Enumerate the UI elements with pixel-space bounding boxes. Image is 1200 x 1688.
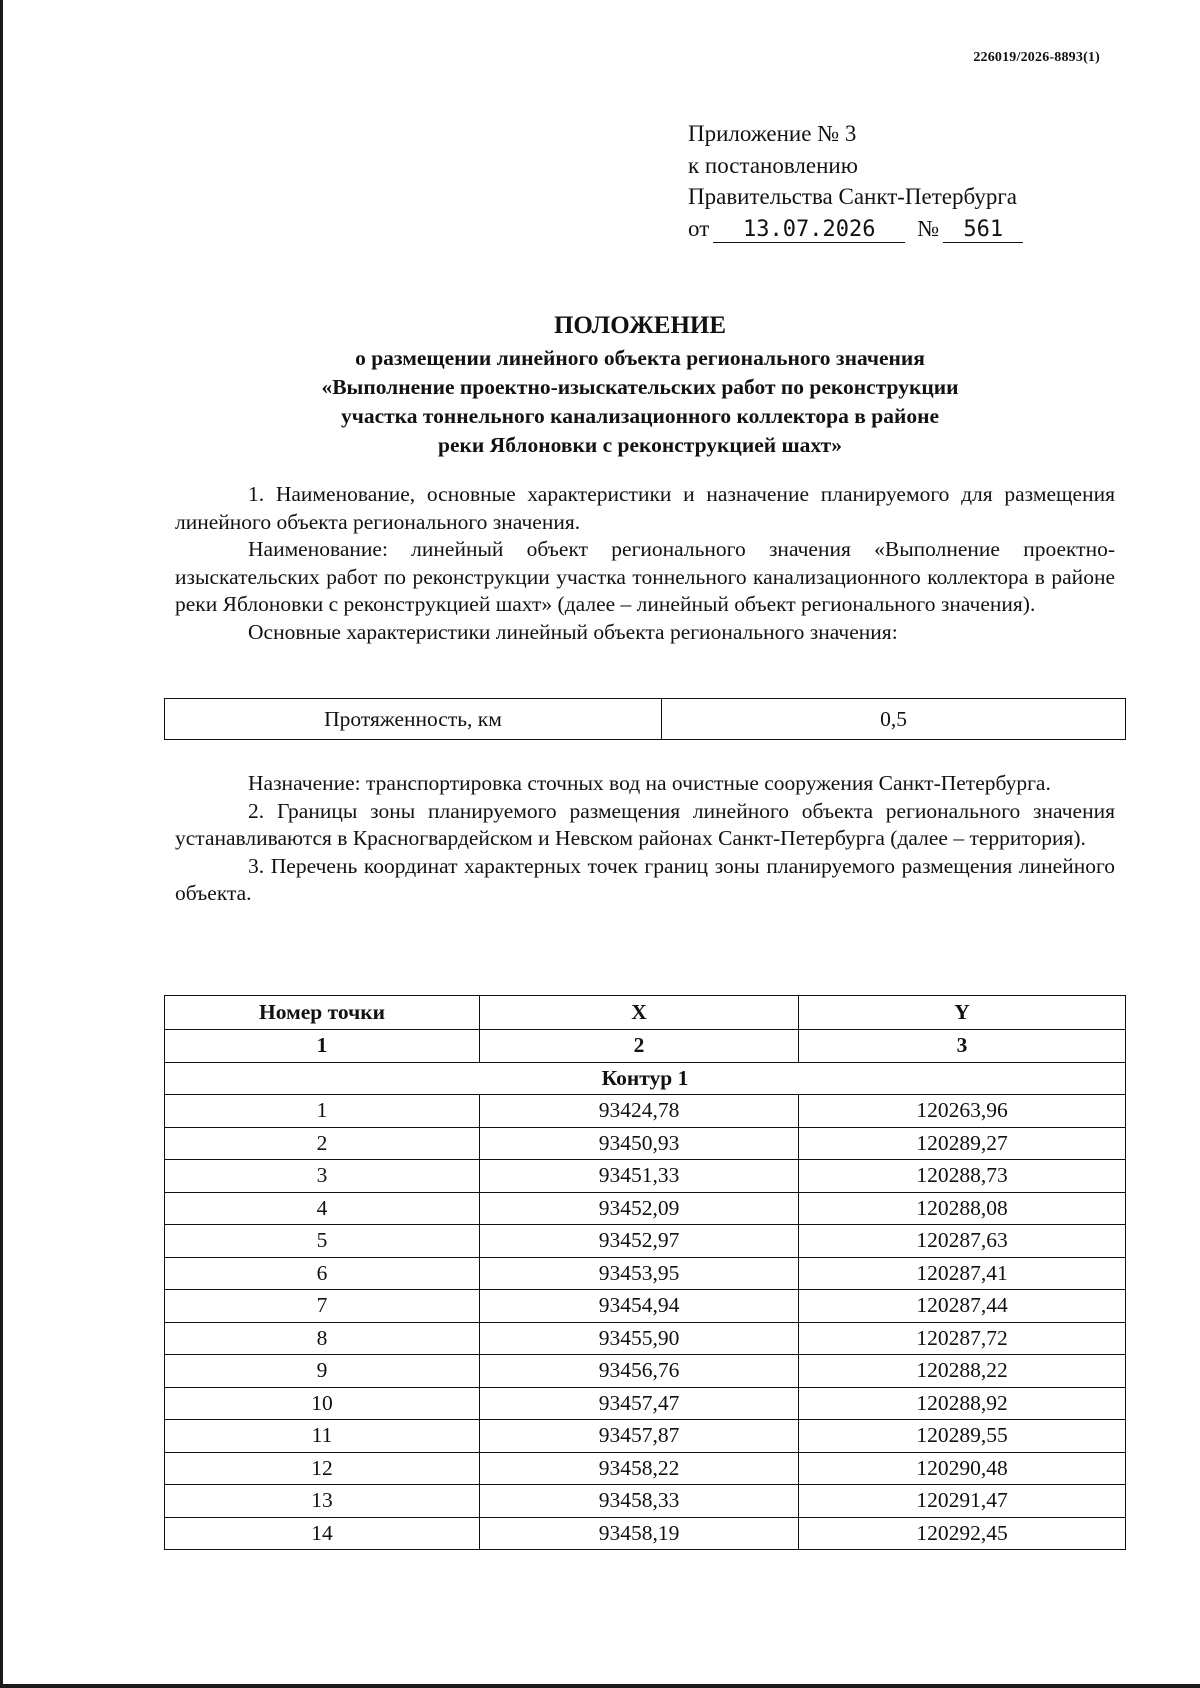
number-prefix: № (917, 215, 940, 241)
title-sub-line: о размещении линейного объекта регионального значения (355, 346, 925, 370)
header-y: Y (799, 996, 1126, 1030)
table-row (165, 1387, 1126, 1420)
appendix-line-1: Приложение № 3 (688, 121, 857, 146)
document-title (160, 308, 1120, 460)
y-coordinate-cell: 120288,73 (799, 1160, 1126, 1193)
characteristics-intro: Основные характеристики линейный объекта регионального значения: (248, 619, 898, 644)
table-row (165, 1290, 1126, 1323)
point-number-cell: 3 (165, 1160, 480, 1193)
table-row (165, 1517, 1126, 1550)
x-coordinate-cell: 93452,09 (480, 1192, 799, 1225)
point-number-cell: 11 (165, 1420, 480, 1453)
scan-edge-left (0, 0, 3, 1688)
point-number-cell: 10 (165, 1387, 480, 1420)
x-coordinate-cell: 93458,33 (480, 1485, 799, 1518)
table-row (165, 1452, 1126, 1485)
table-row (165, 1485, 1126, 1518)
header-point-number: Номер точки (165, 996, 480, 1030)
table-row (165, 1257, 1126, 1290)
x-coordinate-cell: 93450,93 (480, 1127, 799, 1160)
table-row (165, 1420, 1126, 1453)
table-row (165, 699, 1126, 740)
x-coordinate-cell: 93454,94 (480, 1290, 799, 1323)
point-number-cell: 14 (165, 1517, 480, 1550)
y-coordinate-cell: 120291,47 (799, 1485, 1126, 1518)
appendix-date-line (688, 213, 1023, 245)
point-number-cell: 12 (165, 1452, 480, 1485)
appendix-line-3: Правительства Санкт-Петербурга (688, 184, 1017, 209)
document-id: 226019/2026-8893(1) (973, 50, 1100, 65)
x-coordinate-cell: 93457,47 (480, 1387, 799, 1420)
characteristic-label: Протяженность, км (165, 699, 662, 740)
x-coordinate-cell: 93452,97 (480, 1225, 799, 1258)
section-2-text: 2. Границы зоны планируемого размещения линейного объекта регионального значения устанавливаются в Красногвардейском и Невском районах Санкт-Петербурга (далее – территория). (175, 798, 1115, 850)
section-1 (175, 481, 1115, 646)
point-number-cell: 7 (165, 1290, 480, 1323)
column-number: 3 (799, 1030, 1126, 1063)
section-1-heading: 1. Наименование, основные характеристики и назначение планируемого для размещения линейного объекта регионального значения. (175, 482, 1115, 534)
y-coordinate-cell: 120290,48 (799, 1452, 1126, 1485)
table-row (165, 1225, 1126, 1258)
section-3-text: 3. Перечень координат характерных точек границ зоны планируемого размещения линейного объекта. (175, 853, 1115, 905)
purpose-text: Назначение: транспортировка сточных вод на очистные сооружения Санкт-Петербурга. (248, 771, 1051, 795)
title-sub-line: реки Яблоновки с реконструкцией шахт» (438, 433, 842, 457)
y-coordinate-cell: 120287,41 (799, 1257, 1126, 1290)
x-coordinate-cell: 93453,95 (480, 1257, 799, 1290)
table-row (165, 1322, 1126, 1355)
appendix-block (688, 118, 1023, 244)
y-coordinate-cell: 120289,27 (799, 1127, 1126, 1160)
x-coordinate-cell: 93458,19 (480, 1517, 799, 1550)
title-main: ПОЛОЖЕНИЕ (553, 312, 727, 339)
date-prefix: от (688, 215, 710, 241)
x-coordinate-cell: 93424,78 (480, 1095, 799, 1128)
x-coordinate-cell: 93451,33 (480, 1160, 799, 1193)
y-coordinate-cell: 120288,92 (799, 1387, 1126, 1420)
x-coordinate-cell: 93457,87 (480, 1420, 799, 1453)
y-coordinate-cell: 120287,44 (799, 1290, 1126, 1323)
decree-number: 561 (943, 218, 1023, 243)
table-row (165, 1127, 1126, 1160)
coordinates-table (164, 995, 1126, 1550)
column-number-row (165, 1030, 1126, 1063)
y-coordinate-cell: 120287,63 (799, 1225, 1126, 1258)
table-row (165, 1192, 1126, 1225)
y-coordinate-cell: 120289,55 (799, 1420, 1126, 1453)
header-x: X (480, 996, 799, 1030)
y-coordinate-cell: 120292,45 (799, 1517, 1126, 1550)
point-number-cell: 2 (165, 1127, 480, 1160)
title-sub-line: «Выполнение проектно-изыскательских работ по реконструкции (321, 375, 959, 399)
contour-row (165, 1062, 1126, 1095)
characteristic-value: 0,5 (662, 699, 1126, 740)
point-number-cell: 1 (165, 1095, 480, 1128)
table-row (165, 1355, 1126, 1388)
decree-date: 13.07.2026 (713, 218, 905, 243)
point-number-cell: 4 (165, 1192, 480, 1225)
title-sub-line: участка тоннельного канализационного коллектора в районе (340, 404, 940, 428)
section-1-name-text: Наименование: линейный объект регионального значения «Выполнение проектно-изыскательских работ по реконструкции участка тоннельного канализационного коллектора в районе реки Яблоновки с реконструкцией шахт» (далее – линейный объект регионального значения). (175, 537, 1115, 616)
x-coordinate-cell: 93455,90 (480, 1322, 799, 1355)
y-coordinate-cell: 120263,96 (799, 1095, 1126, 1128)
y-coordinate-cell: 120288,22 (799, 1355, 1126, 1388)
table-row (165, 1160, 1126, 1193)
y-coordinate-cell: 120288,08 (799, 1192, 1126, 1225)
point-number-cell: 8 (165, 1322, 480, 1355)
point-number-cell: 5 (165, 1225, 480, 1258)
point-number-cell: 9 (165, 1355, 480, 1388)
x-coordinate-cell: 93456,76 (480, 1355, 799, 1388)
y-coordinate-cell: 120287,72 (799, 1322, 1126, 1355)
column-number: 1 (165, 1030, 480, 1063)
point-number-cell: 6 (165, 1257, 480, 1290)
table-header-row (165, 996, 1126, 1030)
contour-label: Контур 1 (165, 1062, 1126, 1095)
column-number: 2 (480, 1030, 799, 1063)
point-number-cell: 13 (165, 1485, 480, 1518)
characteristics-table (164, 698, 1126, 740)
appendix-line-2: к постановлению (688, 152, 858, 178)
x-coordinate-cell: 93458,22 (480, 1452, 799, 1485)
section-2-3 (175, 770, 1115, 908)
table-row (165, 1095, 1126, 1128)
scan-edge-bottom (0, 1684, 1200, 1688)
